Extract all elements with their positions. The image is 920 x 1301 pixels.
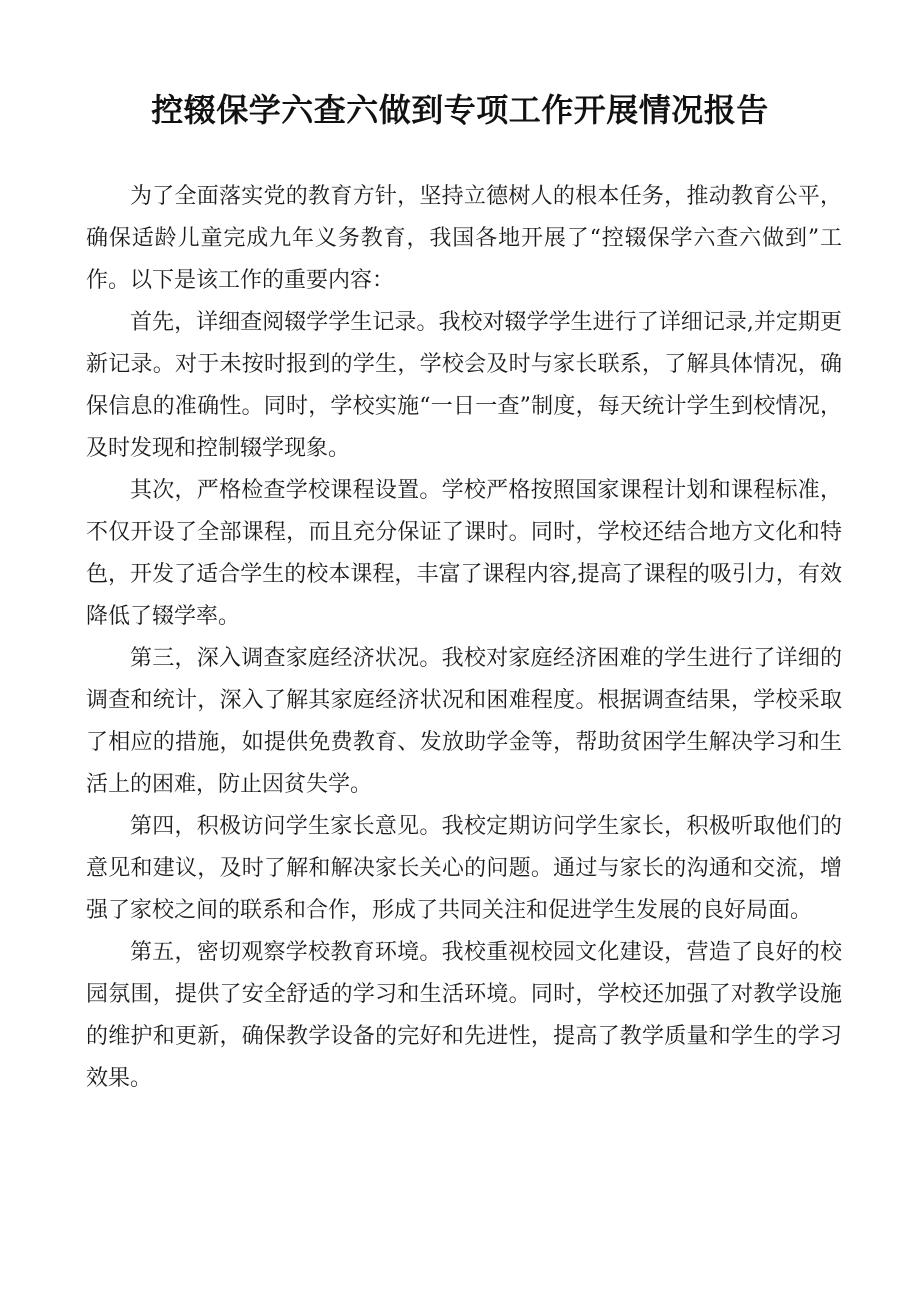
paragraph-fourth: 第四，积极访问学生家长意见。我校定期访问学生家长，积极听取他们的意见和建议，及时了解和解决家长关心的问题。通过与家长的沟通和交流，增强了家校之间的联系和合作，形成了共同关注和促进学生发展的良好局面。 [86, 814, 842, 923]
paragraph-second: 其次，严格检查学校课程设置。学校严格按照国家课程计划和课程标准，不仅开设了全部课程，而且充分保证了课时。同时，学校还结合地方文化和特色，开发了适合学生的校本课程，丰富了课程内容,提高了课程的吸引力，有效降低了辍学率。 [86, 478, 842, 629]
document-title: 控辍保学六查六做到专项工作开展情况报告 [151, 91, 769, 129]
paragraph-fifth: 第五，密切观察学校教育环境。我校重视校园文化建设，营造了良好的校园氛围，提供了安全舒适的学习和生活环境。同时，学校还加强了对教学设施的维护和更新，确保教学设备的完好和先进性，提高了教学质量和学生的学习效果。 [86, 940, 842, 1091]
document-body [86, 176, 842, 1100]
paragraph-third: 第三，深入调查家庭经济状况。我校对家庭经济困难的学生进行了详细的调查和统计，深入了解其家庭经济状况和困难程度。根据调查结果，学校采取了相应的措施，如提供免费教育、发放助学金等，帮助贫困学生解决学习和生活上的困难，防止因贫失学。 [86, 646, 842, 797]
paragraph-first: 首先，详细查阅辍学学生记录。我校对辍学学生进行了详细记录,并定期更新记录。对于未按时报到的学生，学校会及时与家长联系，了解具体情况，确保信息的准确性。同时，学校实施“一日一查”制度，每天统计学生到校情况，及时发现和控制辍学现象。 [86, 310, 842, 461]
paragraph-intro: 为了全面落实党的教育方针，坚持立德树人的根本任务，推动教育公平，确保适龄儿童完成九年义务教育，我国各地开展了“控辍保学六查六做到”工作。以下是该工作的重要内容： [86, 184, 842, 293]
